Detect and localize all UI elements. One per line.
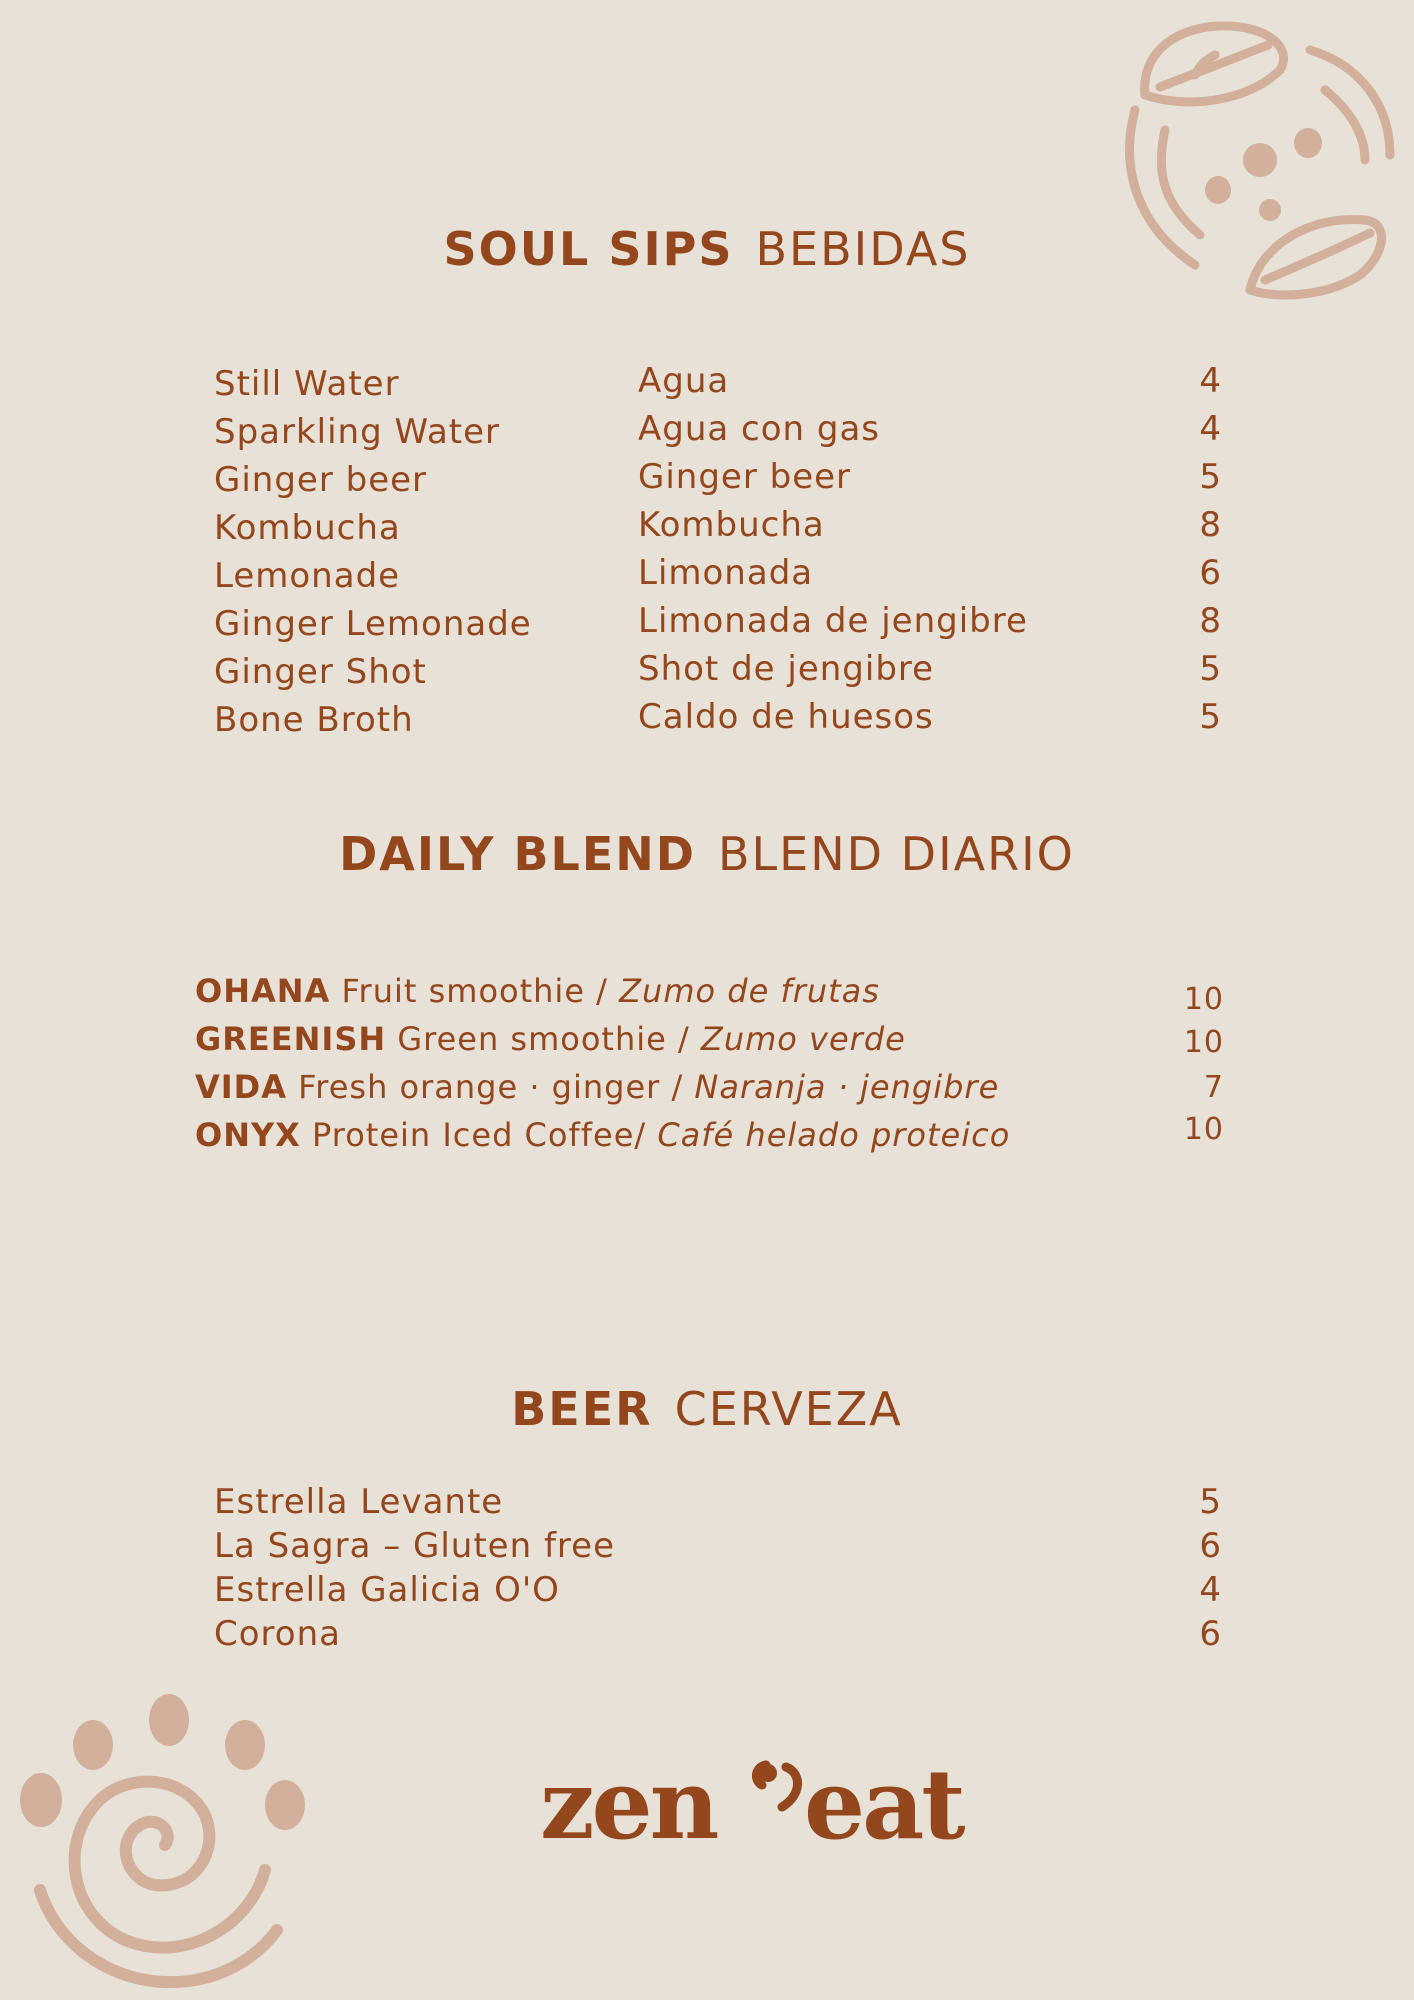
list-item	[0, 1482, 1414, 1526]
item-price: 5	[1199, 1482, 1222, 1522]
list-item	[0, 1112, 1414, 1164]
item-name-es: Shot de jengibre	[638, 649, 935, 689]
item-code: ONYX	[195, 1116, 301, 1154]
item-name-es: Caldo de huesos	[638, 697, 934, 737]
item-price: 6	[1199, 1614, 1222, 1654]
item-price: 4	[1199, 409, 1222, 449]
item-name: Corona	[214, 1614, 341, 1654]
list-item	[0, 697, 1414, 745]
soul-sips-title: SOUL SIPS	[443, 222, 734, 276]
item-name-en: Fresh orange · ginger /	[298, 1068, 684, 1106]
item-name-es: Zumo verde	[700, 1020, 906, 1058]
item-code: GREENISH	[195, 1020, 387, 1058]
item-name: Estrella Galicia O'O	[214, 1570, 560, 1610]
list-item	[0, 649, 1414, 697]
list-item	[0, 361, 1414, 409]
item-name-en: Sparkling Water	[214, 412, 501, 452]
logo-text-eat: eat	[804, 1748, 963, 1855]
blend-diario-title: BLEND DIARIO	[717, 827, 1075, 881]
list-item	[0, 601, 1414, 649]
item-name: La Sagra – Gluten free	[214, 1526, 615, 1566]
list-item	[0, 1526, 1414, 1570]
list-item	[0, 505, 1414, 553]
item-name-en: Ginger Lemonade	[214, 604, 532, 644]
list-item	[0, 1570, 1414, 1614]
item-price: 4	[1199, 1570, 1222, 1610]
item-price: 10	[1183, 1112, 1224, 1147]
item-price: 8	[1199, 505, 1222, 545]
beer-title: BEER	[511, 1382, 653, 1436]
list-item	[0, 457, 1414, 505]
list-item	[0, 972, 1414, 1020]
item-price: 6	[1199, 553, 1222, 593]
item-price: 5	[1199, 697, 1222, 737]
item-name-en: Bone Broth	[214, 700, 414, 740]
logo-text-zen: zen	[540, 1748, 717, 1855]
item-price: 7	[1203, 1070, 1224, 1105]
daily-blend-title: DAILY BLEND	[339, 827, 696, 881]
list-item	[0, 1614, 1414, 1658]
item-price: 10	[1183, 1025, 1224, 1060]
item-name-en: Kombucha	[214, 508, 401, 548]
item-name-en: Lemonade	[214, 556, 401, 596]
item-name-en: Ginger Shot	[214, 652, 427, 692]
item-price: 6	[1199, 1526, 1222, 1566]
item-name-es: Ginger beer	[638, 457, 852, 497]
item-name-en: Still Water	[214, 364, 400, 404]
item-code: VIDA	[195, 1068, 287, 1106]
swirl-doodle-icon	[15, 1690, 315, 1990]
list-item	[0, 553, 1414, 601]
item-name-es: Limonada	[638, 553, 814, 593]
beer-heading	[0, 1382, 1414, 1436]
item-name-es: Naranja · jengibre	[694, 1068, 1000, 1106]
zeneat-logo	[540, 1745, 1020, 1855]
item-name-en: Ginger beer	[214, 460, 428, 500]
item-name-en: Protein Iced Coffee/	[312, 1116, 647, 1154]
item-name-es: Agua	[638, 361, 730, 401]
item-name-en: Green smoothie /	[397, 1020, 690, 1058]
daily-blend-heading	[0, 827, 1414, 881]
item-price: 8	[1199, 601, 1222, 641]
item-price: 5	[1199, 457, 1222, 497]
item-name-es: Zumo de frutas	[619, 972, 880, 1010]
item-price: 4	[1199, 361, 1222, 401]
list-item	[0, 1068, 1414, 1116]
item-code: OHANA	[195, 972, 331, 1010]
item-name-es: Agua con gas	[638, 409, 881, 449]
item-price: 10	[1183, 982, 1224, 1017]
item-name-es: Limonada de jengibre	[638, 601, 1028, 641]
item-name-en: Fruit smoothie /	[341, 972, 608, 1010]
cerveza-title: CERVEZA	[674, 1382, 903, 1436]
item-name-es: Café helado proteico	[657, 1116, 1011, 1154]
list-item	[0, 1020, 1414, 1068]
soul-sips-heading	[0, 222, 1414, 276]
list-item	[0, 409, 1414, 457]
item-price: 5	[1199, 649, 1222, 689]
item-name: Estrella Levante	[214, 1482, 504, 1522]
bebidas-title: BEBIDAS	[755, 222, 971, 276]
item-name-es: Kombucha	[638, 505, 825, 545]
